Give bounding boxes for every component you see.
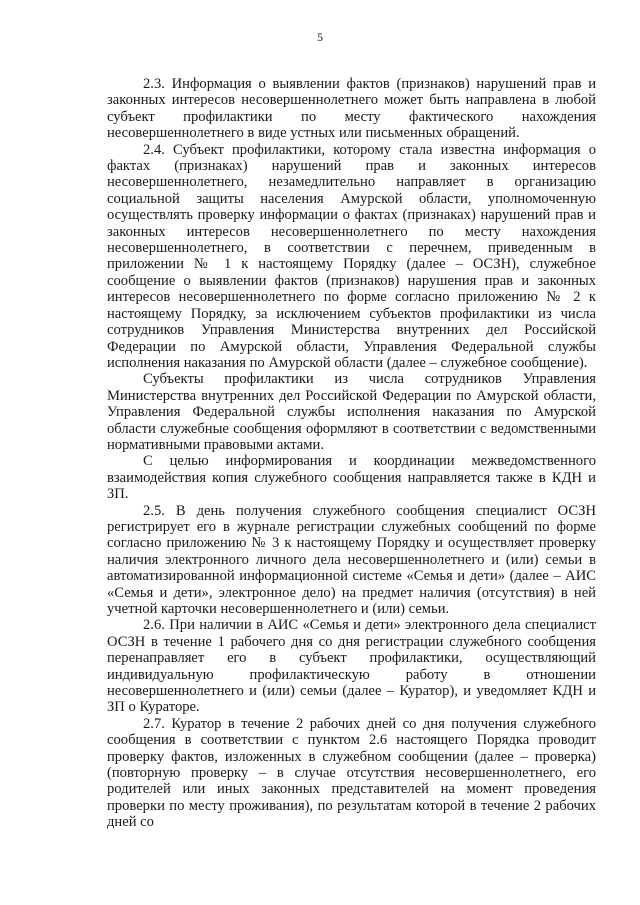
page-number: 5 xyxy=(317,30,323,44)
paragraph-2-3: 2.3. Информация о выявлении фактов (признаков) нарушений прав и законных интересов несовершеннолетнего может быть направлена в любой субъект профилактики по месту фактического нахождения несовершеннолетнего в виде устных или письменных обращений. xyxy=(107,76,596,142)
document-body xyxy=(107,76,596,831)
paragraph-2-4: 2.4. Субъект профилактики, которому стала известна информация о фактах (признаках) нарушений прав и законных интересов несовершеннолетнего, незамедлительно направляет в организацию социальной защиты населения Амурской области, уполномоченную осуществлять проверку информации о фактах (признаках) нарушений прав и законных интересов несовершеннолетнего по месту нахождения несовершеннолетнего, в соответствии с перечнем, приведенным в приложении № 1 к настоящему Порядку (далее – ОСЗН), служебное сообщение о выявлении фактов (признаков) нарушения прав и законных интересов несовершеннолетнего по форме согласно приложению № 2 к настоящему Порядку, за исключением субъектов профилактики из числа сотрудников Управления Министерства внутренних дел Российской Федерации по Амурской области, Управления Федеральной службы исполнения наказания по Амурской области (далее – служебное сообщение). xyxy=(107,141,596,371)
paragraph-2-4-exception: Субъекты профилактики из числа сотрудников Управления Министерства внутренних дел Российской Федерации по Амурской области, Управления Федеральной службы исполнения наказания по Амурской области служебные сообщения оформляют в соответствии с ведомственными нормативными правовыми актами. xyxy=(107,371,596,453)
paragraph-2-7: 2.7. Куратор в течение 2 рабочих дней со дня получения служебного сообщения в соответствии с пунктом 2.6 настоящего Порядка проводит проверку фактов, изложенных в служебном сообщении (далее – проверка) (повторную проверку – в случае отсутствия несовершеннолетнего, его родителей или иных законных представителей на момент проведения проверки по месту проживания), по результатам которой в течение 2 рабочих дней со xyxy=(107,715,596,831)
paragraph-2-6: 2.6. При наличии в АИС «Семья и дети» электронного дела специалист ОСЗН в течение 1 рабочего дня со дня регистрации служебного сообщения перенаправляет его в субъект профилактики, осуществляющий индивидуальную профилактическую работу в отношении несовершеннолетнего и (или) семьи (далее – Куратор), и уведомляет КДН и ЗП о Кураторе. xyxy=(107,617,596,716)
paragraph-2-5: 2.5. В день получения служебного сообщения специалист ОСЗН регистрирует его в журнале регистрации служебных сообщений по форме согласно приложению № 3 к настоящему Порядку и осуществляет проверку наличия электронного личного дела несовершеннолетнего и (или) семьи в автоматизированной информационной системе «Семья и дети» (далее – АИС «Семья и дети», электронное дело) на предмет наличия (отсутствия) в ней учетной карточки несовершеннолетнего и (или) семьи. xyxy=(107,502,596,617)
paragraph-2-4-copy: С целью информирования и координации межведомственного взаимодействия копия служебного сообщения направляется также в КДН и ЗП. xyxy=(107,453,596,503)
